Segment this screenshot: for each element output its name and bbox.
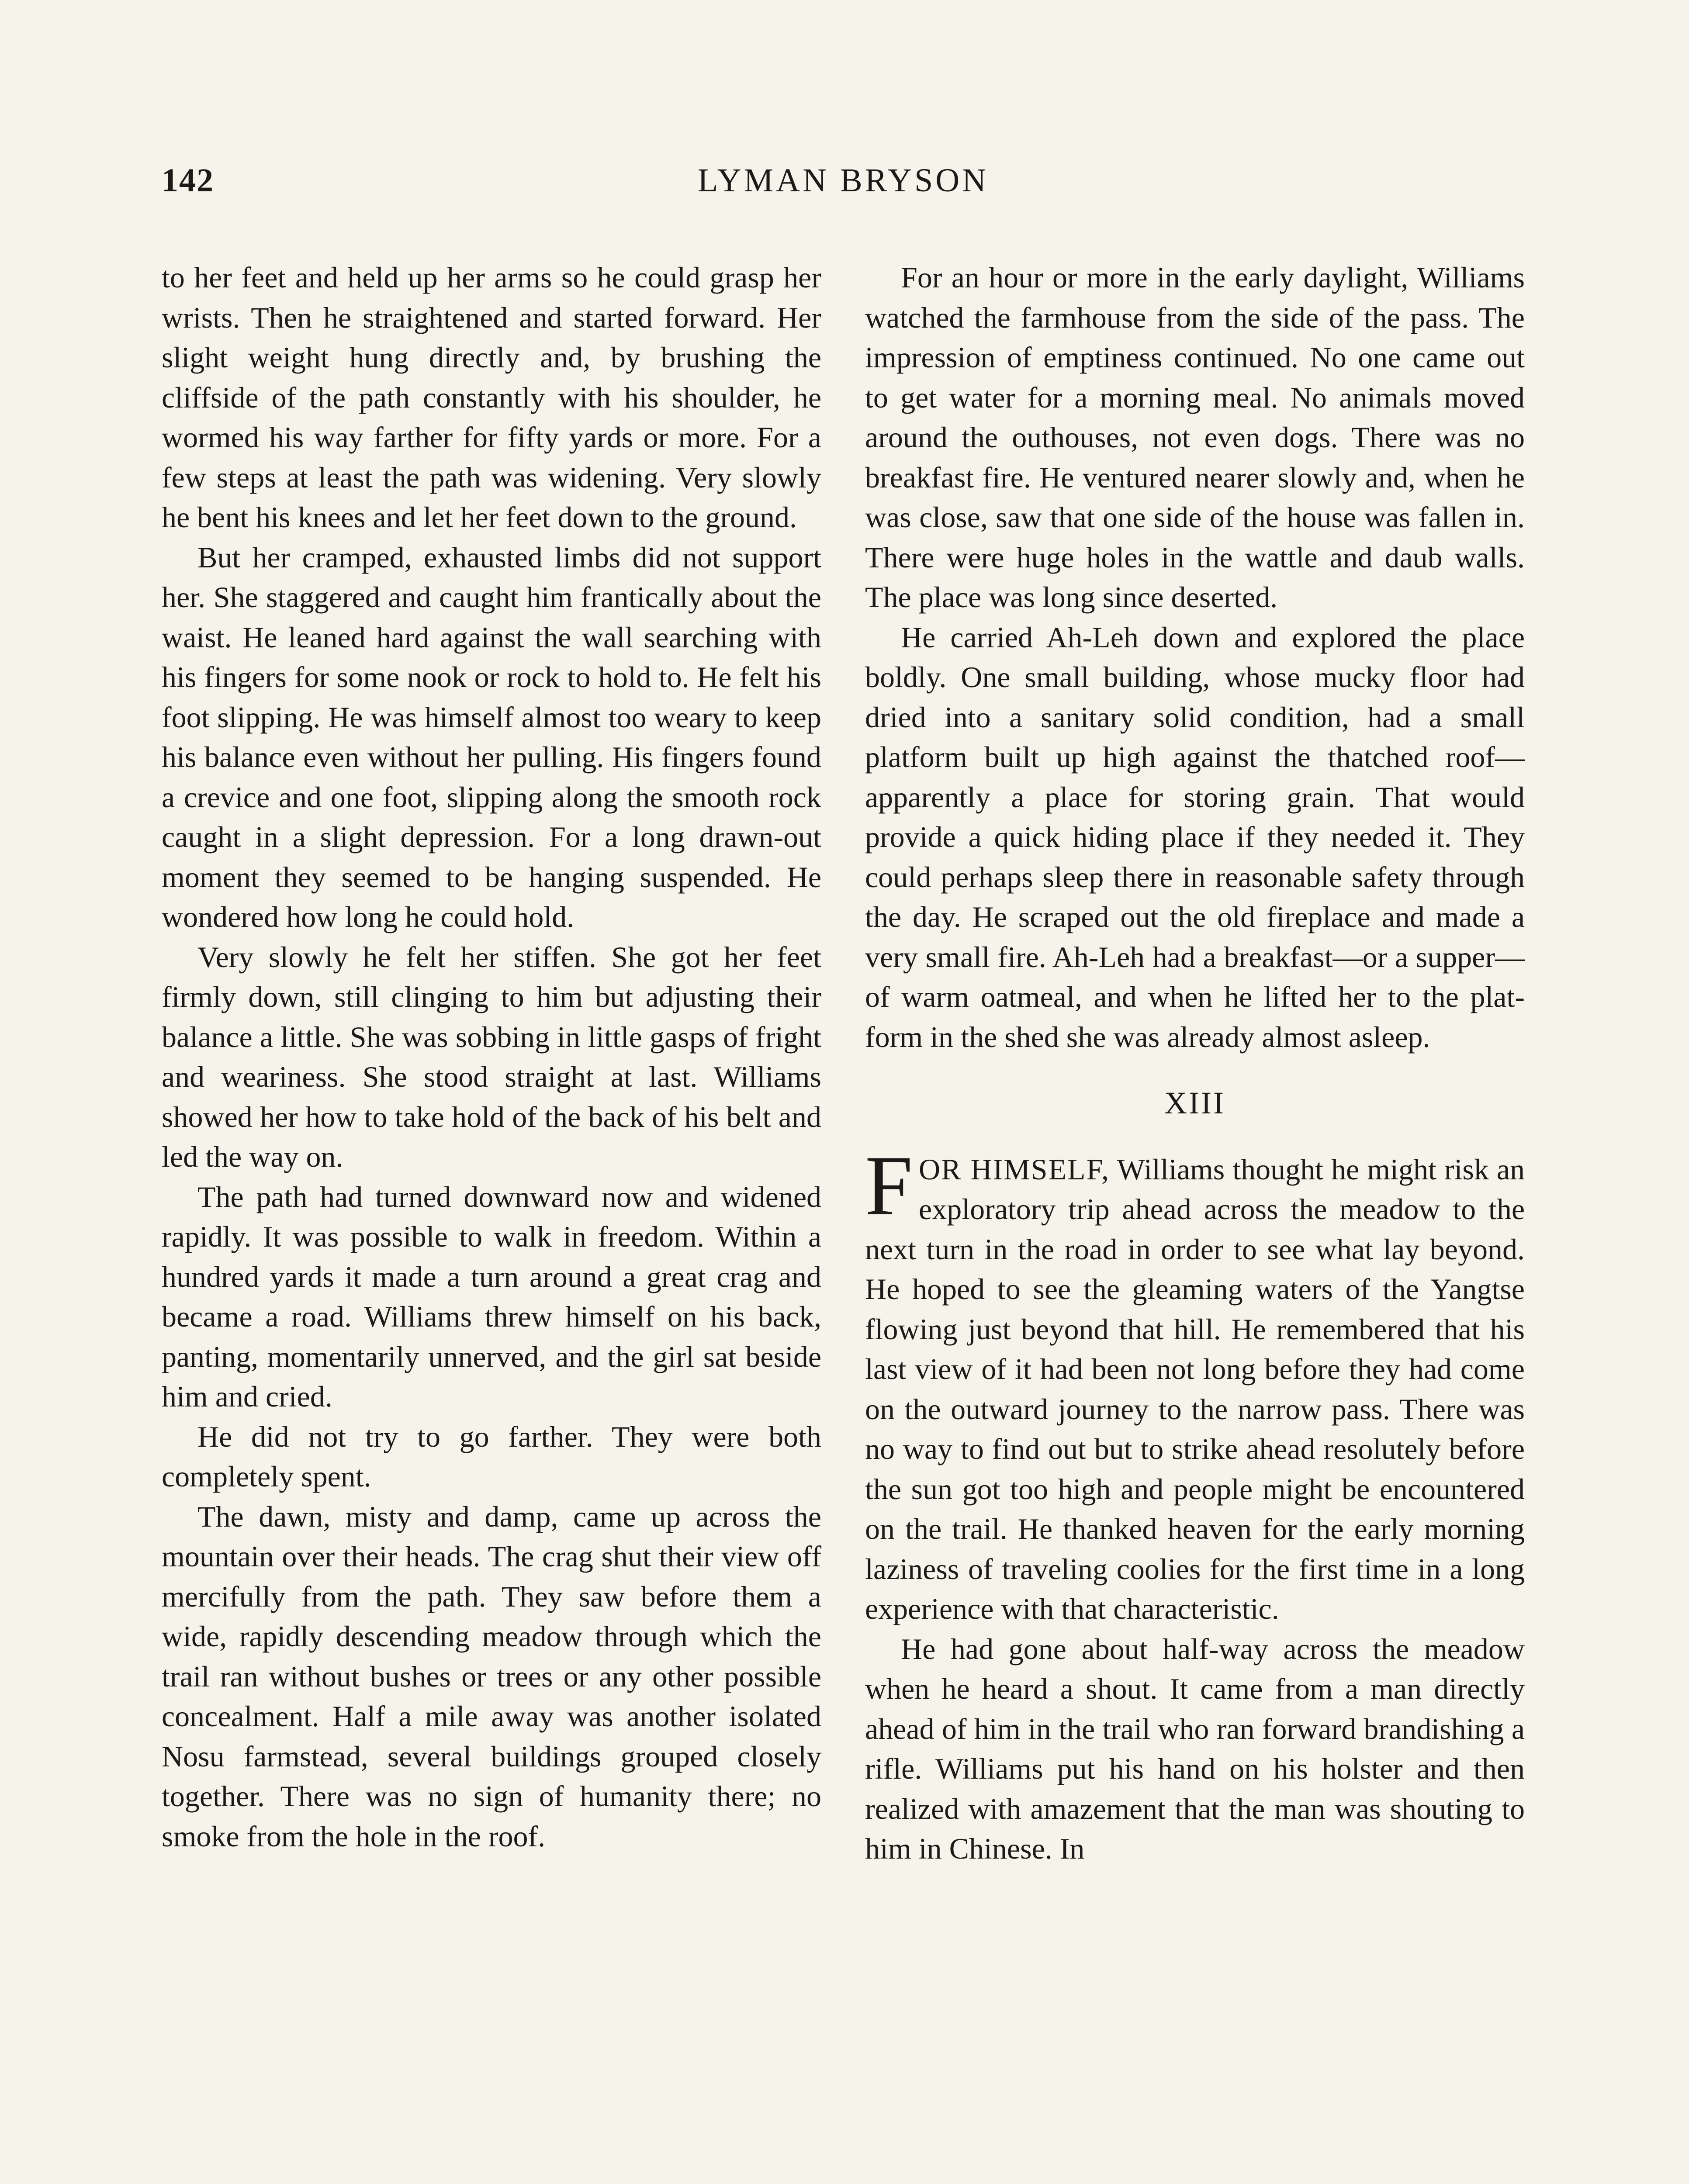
- chapter-heading: XIII: [1164, 1085, 1225, 1120]
- paragraph: The dawn, misty and damp, came up across the mountain over their heads. The crag shut their view off mercifully from the path. They saw before them a wide, rapidly descending meadow through which the trail ran without bushes or trees or any other possible concealment. Half a mile away was another isolated Nosu farmstead, several buildings grouped closely together. There was no sign of humanity there; no smoke from the hole in the roof.: [162, 1500, 821, 1853]
- paragraph: He had gone about half-way across the meadow when he heard a shout. It came from a man directly ahead of him in the trail who ran forward brandishing a rifle. Williams put his hand on his holster and then realized with amazement that the man was shouting to him in Chinese. In: [865, 1632, 1525, 1865]
- page-header: [162, 162, 1525, 214]
- paragraph: Very slowly he felt her stiffen. She got her feet firmly down, still clinging to him but adjusting their balance a little. She was sobbing in little gasps of fright and weariness. She stood straight at last. Williams showed her how to take hold of the back of his belt and led the way on.: [162, 940, 821, 1173]
- opening-smallcaps: OR HIMSELF,: [919, 1152, 1110, 1186]
- paragraph-text: Williams thought he might risk an exploratory trip ahead across the meadow to the next turn in the road in order to see what lay beyond. He hoped to see the gleaming waters of the Yangtse flowing just beyond that hill. He remembered that his last view of it had been not long before they had come on the outward journey to the narrow pass. There was no way to find out but to strike ahead resolutely before the sun got too high and people might be encountered on the trail. He thanked heaven for the early morning laziness of traveling coolies for the first time in a long experience with that characteristic.: [865, 1152, 1525, 1625]
- paragraph: For an hour or more in the early daylight, Williams watched the farmhouse from the side of the pass. The impression of emptiness continued. No one came out to get water for a morning meal. No animals moved around the outhouses, not even dogs. There was no breakfast fire. He ventured nearer slowly and, when he was close, saw that one side of the house was fallen in. There were huge holes in the wattle and daub walls. The place was long since deserted.: [865, 261, 1525, 614]
- drop-cap-letter: F: [865, 1138, 913, 1233]
- paragraph: The path had turned downward now and widened rapidly. It was possible to walk in freedom. Within a hundred yards it made a turn around a great crag and became a road. Williams threw himself on his back, panting, momentarily unnerved, and the girl sat beside him and cried.: [162, 1180, 821, 1413]
- paragraph: to her feet and held up her arms so he could grasp her wrists. Then he straightened and started forward. Her slight weight hung directly and, by brushing the cliffside of the path constantly with his shoulder, he wormed his way farther for fifty yards or more. For a few steps at least the path was widening. Very slowly he bent his knees and let her feet down to the ground.: [162, 261, 821, 534]
- page-number: 142: [162, 162, 214, 199]
- dropcap-paragraph: [865, 1138, 1525, 1629]
- right-column: [865, 258, 1525, 1869]
- left-column: [162, 258, 821, 1856]
- paragraph: He did not try to go farther. They were both completely spent.: [162, 1420, 821, 1493]
- paragraph: He carried Ah-Leh down and explored the place boldly. One small building, whose mucky floor had dried into a sanitary solid condition, had a small platform built up high against the thatched roof—apparently a place for storing grain. That would provide a quick hiding place if they needed it. They could perhaps sleep there in reasonable safety through the day. He scraped out the old fireplace and made a very small fire. Ah-Leh had a breakfast—or a supper—of warm oatmeal, and when he lifted her to the platform in the shed she was already almost asleep.: [865, 620, 1525, 1054]
- running-head: LYMAN BRYSON: [697, 162, 989, 199]
- paragraph: But her cramped, exhausted limbs did not support her. She staggered and caught him frantically about the waist. He leaned hard against the wall searching with his fingers for some nook or rock to hold to. He felt his foot slipping. He was himself almost too weary to keep his balance even without her pulling. His fingers found a crevice and one foot, slipping along the smooth rock caught in a slight depression. For a long drawn-out moment they seemed to be hanging suspended. He wondered how long he could hold.: [162, 540, 821, 933]
